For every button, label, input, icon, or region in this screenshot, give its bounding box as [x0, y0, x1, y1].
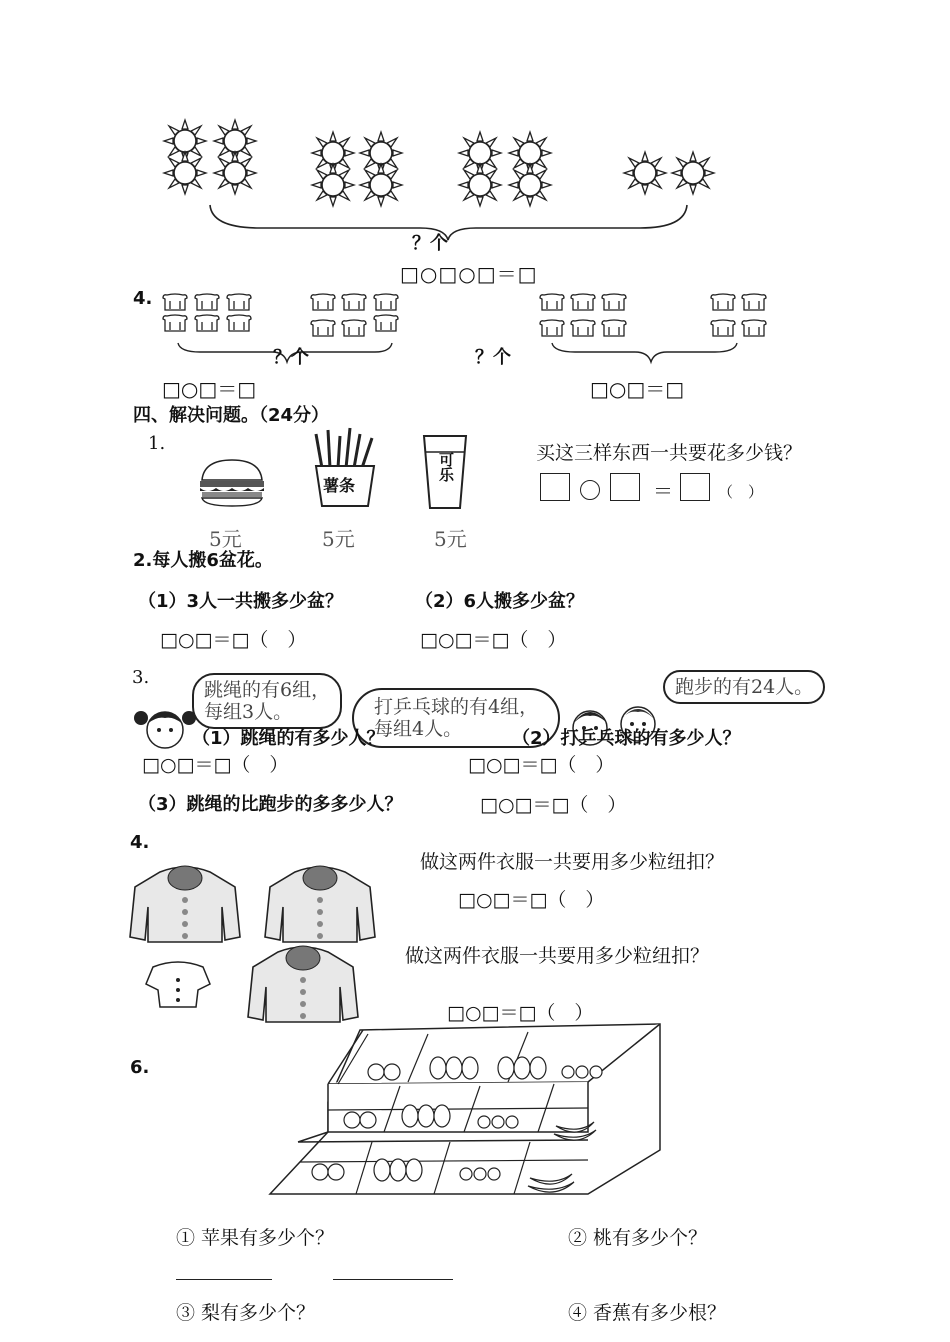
sub-question-2: （2）6人搬多少盆？	[415, 591, 585, 612]
answer-box[interactable]	[540, 473, 570, 501]
formula-2[interactable]: □○□＝□（ ）	[420, 629, 567, 651]
fruit-question-4: ④ 香蕉有多少根？	[568, 1302, 727, 1324]
formula-boxes[interactable]: □○□○□＝□	[400, 262, 538, 286]
formula-1[interactable]: □○□＝□（ ）	[458, 889, 605, 911]
right-formula-boxes[interactable]: □○□＝□	[590, 377, 685, 401]
formula-3[interactable]: □○□＝□（ ）	[480, 794, 627, 816]
speech-bubble-jumprope: 跳绳的有6组， 每组3人。	[192, 673, 342, 729]
answer-box[interactable]	[680, 473, 710, 501]
problem-number: 4.	[130, 832, 150, 853]
sub-question-3: （3）跳绳的比跑步的多多少人？	[138, 794, 403, 815]
speech-bubble-pingpong: 打乒乓球的有4组， 每组4人。	[352, 688, 560, 748]
left-unknown-label: ？个	[273, 347, 309, 368]
fries-label: 薯条	[323, 476, 356, 495]
problem-question: 买这三样东西一共要花多少钱？	[536, 442, 803, 464]
question-number: 4.	[133, 288, 153, 309]
fries-icon	[310, 428, 380, 508]
formula-2[interactable]: □○□＝□（ ）	[468, 754, 615, 776]
equals-sign: ＝	[653, 479, 673, 503]
answer-line-1[interactable]	[176, 1279, 272, 1280]
fruit-question-1: ① 苹果有多少个？	[176, 1227, 335, 1249]
problem-stem: 2.每人搬6盆花。	[133, 550, 273, 571]
sub-question-2: （2）打乒乓球的有多少人？	[512, 728, 741, 749]
speech-bubble-running: 跑步的有24人。	[663, 670, 825, 704]
jackets-illustration	[128, 862, 388, 1022]
answer-line-2[interactable]	[333, 1279, 453, 1280]
formula-1[interactable]: □○□＝□（ ）	[160, 629, 307, 651]
fruit-shelf-illustration	[268, 1022, 668, 1197]
cola-price: 5元	[434, 527, 467, 551]
operator-circle[interactable]	[580, 480, 600, 500]
burger-price: 5元	[209, 527, 242, 551]
formula-2[interactable]: □○□＝□（ ）	[447, 1002, 594, 1024]
problem-number: 3.	[132, 667, 150, 688]
fruit-question-2: ② 桃有多少个？	[568, 1227, 708, 1249]
answer-box[interactable]	[610, 473, 640, 501]
fries-price: 5元	[322, 527, 355, 551]
total-unknown-label: ？个	[412, 233, 448, 254]
sub-question-1: （1）3人一共搬多少盆？	[138, 591, 344, 612]
bread-groups-illustration	[0, 0, 950, 380]
cola-label: 可乐	[437, 452, 455, 482]
problem-number: 6.	[130, 1057, 150, 1078]
burger-icon	[198, 458, 268, 508]
left-formula-boxes[interactable]: □○□＝□	[162, 377, 257, 401]
middle-unknown-label: ？个	[475, 347, 511, 368]
problem-number: 1.	[148, 433, 166, 454]
clothes-question-2: 做这两件衣服一共要用多少粒纽扣？	[405, 945, 710, 967]
clothes-question-1: 做这两件衣服一共要用多少粒纽扣？	[420, 851, 725, 873]
formula-1[interactable]: □○□＝□（ ）	[142, 754, 289, 776]
fruit-question-3: ③ 梨有多少个？	[176, 1302, 316, 1324]
girl-face-icon	[133, 702, 193, 752]
sub-question-1: （1）跳绳的有多少人？	[192, 728, 385, 749]
unit-paren: （ ）	[718, 483, 764, 501]
section-heading: 四、解决问题。（24分）	[133, 405, 330, 426]
